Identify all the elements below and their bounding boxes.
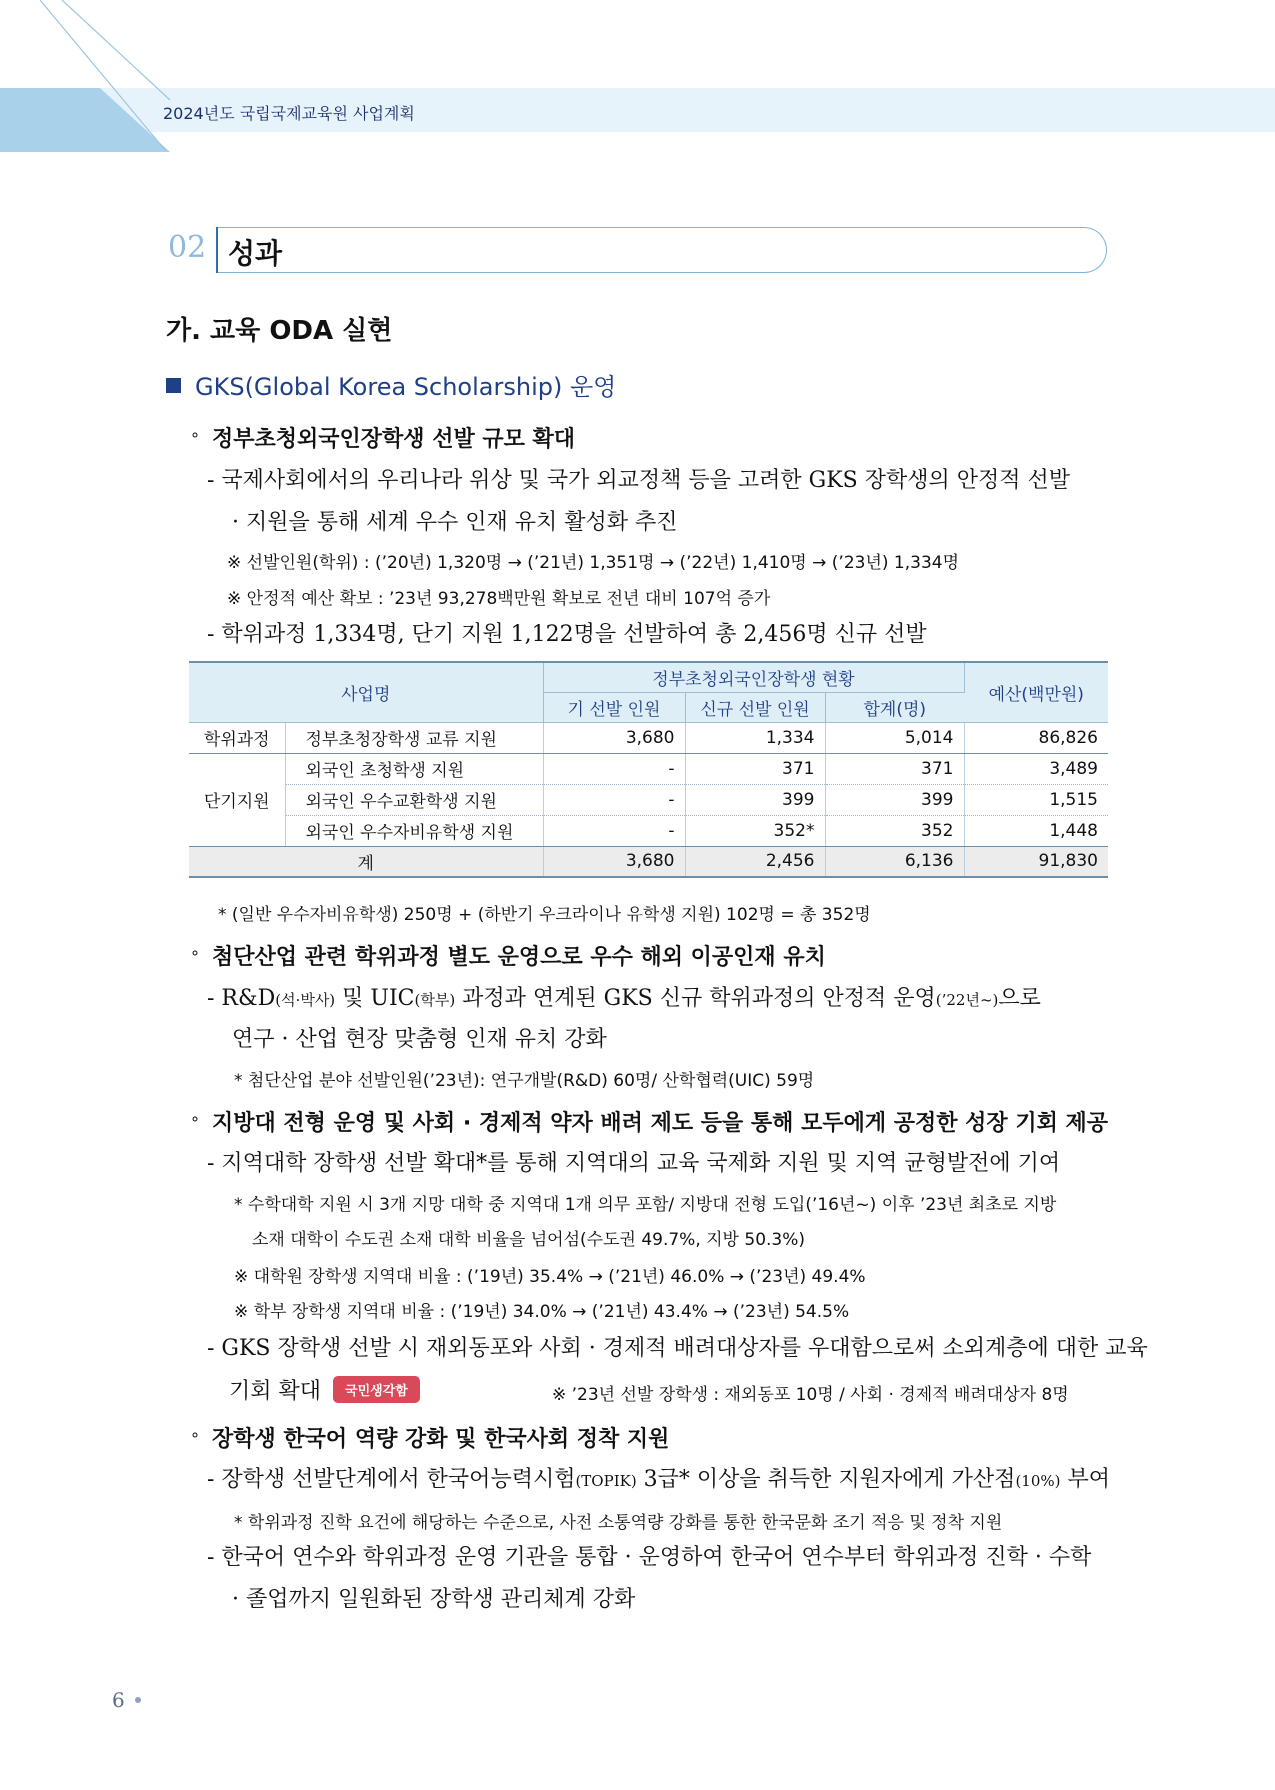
row-new: 1,334 [685,722,825,753]
block2-note1: * 첨단산업 분야 선발인원(’23년): 연구개발(R&D) 60명/ 산학협력(UIC) 59명 [234,1071,815,1091]
block2-title-text: 첨단산업 관련 학위과정 별도 운영으로 우수 해외 이공인재 유치 [212,945,826,970]
block2-dash1-c: 및 UIC [335,986,415,1011]
row-total: 371 [825,753,964,784]
block2-dash1-d: (학부) [414,991,456,1009]
table-row [189,753,1108,784]
group-degree: 학위과정 [189,722,285,753]
block3-dash2-line1: - GKS 장학생 선발 시 재외동포와 사회 · 경제적 배려대상자를 우대함으로써 소외계층에 대한 교육 [207,1336,1148,1361]
block2-dash1-b: (석·박사) [275,991,336,1009]
th-total: 합계(명) [825,692,964,722]
block3-note4: ※ ’23년 선발 장학생 : 재외동포 10명 / 사회 · 경제적 배려대상자 8명 [552,1385,1069,1405]
row-name: 외국인 우수교환학생 지원 [285,784,543,815]
row-budget: 3,489 [964,753,1108,784]
block2-title [190,940,826,971]
table-row [189,722,1108,753]
row-existing: - [543,784,685,815]
circle-bullet-icon: ∘ [190,943,201,962]
block1-title [190,422,575,453]
table-row [189,815,1108,846]
block3-note2: ※ 대학원 장학생 지역대 비율 : (’19년) 35.4% → (’21년) 46.0% → (’23년) 49.4% [234,1267,866,1287]
total-new: 2,456 [685,846,825,877]
heading-gks [166,367,616,402]
block1-dash1-line2: · 지원을 통해 세계 우수 인재 유치 활성화 추진 [232,510,678,535]
row-name: 외국인 우수자비유학생 지원 [285,815,543,846]
row-budget: 86,826 [964,722,1108,753]
table-row [189,784,1108,815]
row-budget: 1,448 [964,815,1108,846]
row-new: 371 [685,753,825,784]
block3-note3: ※ 학부 장학생 지역대 비율 : (’19년) 34.0% → (’21년) 43.4% → (’23년) 54.5% [234,1302,850,1322]
th-new: 신규 선발 인원 [685,692,825,722]
row-total: 399 [825,784,964,815]
row-existing: - [543,753,685,784]
block4-title-text: 장학생 한국어 역량 강화 및 한국사회 정착 지원 [212,1427,670,1452]
block1-note2: ※ 안정적 예산 확보 : ’23년 93,278백만원 확보로 전년 대비 107억 증가 [227,589,771,609]
row-new: 399 [685,784,825,815]
total-label: 계 [189,846,543,877]
th-budget: 예산(백만원) [964,662,1108,722]
block1-title-text: 정부초청외국인장학생 선발 규모 확대 [212,427,576,452]
block4-note1: * 학위과정 진학 요건에 해당하는 수준으로, 사전 소통역량 강화를 통한 한국문화 조기 적응 및 정착 지원 [234,1513,1003,1533]
block3-note1-line1: * 수학대학 지원 시 3개 지망 대학 중 지역대 1개 의무 포함/ 지방대 전형 도입(’16년~) 이후 ’23년 최초로 지방 [234,1195,1057,1215]
circle-bullet-icon: ∘ [190,425,201,444]
th-existing: 기 선발 인원 [543,692,685,722]
table-total-row [189,846,1108,877]
heading-ga: 가. 교육 ODA 실현 [166,316,393,346]
total-total: 6,136 [825,846,964,877]
row-budget: 1,515 [964,784,1108,815]
block4-dash2-line2: · 졸업까지 일원화된 장학생 관리체계 강화 [232,1587,636,1612]
public-idea-badge: 국민생각함 [333,1376,420,1403]
row-name: 정부초청장학생 교류 지원 [285,722,543,753]
page-dot-icon [135,1697,141,1703]
section-title-box [216,227,1107,273]
row-name: 외국인 초청학생 지원 [285,753,543,784]
block2-dash1-e: 과정과 연계된 GKS 신규 학위과정의 안정적 운영 [455,986,936,1011]
block3-dash2-line2-text: 기회 확대 [229,1379,322,1404]
scholarship-table [189,661,1108,878]
th-project: 사업명 [189,662,543,722]
total-existing: 3,680 [543,846,685,877]
block4-dash2-line1: - 한국어 연수와 학위과정 운영 기관을 통합 · 운영하여 한국어 연수부터 학위과정 진학 · 수학 [207,1545,1092,1570]
block2-dash1-f: (’22년~) [935,991,999,1009]
block4-dash1-b: (TOPIK) [575,1472,637,1490]
block4-dash1-c: 3급* 이상을 취득한 지원자에게 가산점 [636,1467,1016,1492]
header-decoration [0,0,200,160]
group-short: 단기지원 [189,753,285,846]
circle-bullet-icon: ∘ [190,1425,201,1444]
table-footnote: * (일반 우수자비유학생) 250명 + (하반기 우크라이나 유학생 지원) 102명 = 총 352명 [218,905,871,925]
block4-dash1 [207,1462,1110,1493]
heading-gks-text: GKS(Global Korea Scholarship) 운영 [195,373,617,401]
block4-title [190,1422,669,1453]
square-bullet-icon [166,378,181,393]
total-budget: 91,830 [964,846,1108,877]
block4-dash1-e: 부여 [1060,1467,1110,1492]
block1-note1: ※ 선발인원(학위) : (’20년) 1,320명 → (’21년) 1,351명 → (’22년) 1,410명 → (’23년) 1,334명 [227,553,959,573]
section-title: 성과 [228,237,283,270]
header-title: 2024년도 국립국제교육원 사업계획 [163,104,415,123]
block3-note1-line2: 소재 대학이 수도권 소재 대학 비율을 넘어섬(수도권 49.7%, 지방 50.3%) [252,1230,806,1250]
row-existing: - [543,815,685,846]
block3-title [190,1106,1108,1137]
block3-dash2-line2 [229,1374,420,1405]
th-status: 정부초청외국인장학생 현황 [543,662,964,692]
row-total: 5,014 [825,722,964,753]
block2-dash1-a: - R&D [207,986,276,1011]
section-number: 02 [168,230,207,265]
block3-title-text: 지방대 전형 운영 및 사회 · 경제적 약자 배려 제도 등을 통해 모두에게 공정한 성장 기회 제공 [212,1111,1108,1136]
page-number: 6 [112,1688,125,1712]
block1-dash2: - 학위과정 1,334명, 단기 지원 1,122명을 선발하여 총 2,456명 신규 선발 [207,622,927,647]
row-existing: 3,680 [543,722,685,753]
circle-bullet-icon: ∘ [190,1109,201,1128]
row-total: 352 [825,815,964,846]
block1-dash1-line1: - 국제사회에서의 우리나라 위상 및 국가 외교정책 등을 고려한 GKS 장학생의 안정적 선발 [207,468,1071,493]
block2-dash1-g: 으로 [998,986,1041,1011]
block2-dash1-line2: 연구 · 산업 현장 맞춤형 인재 유치 강화 [232,1027,607,1052]
block3-dash1: - 지역대학 장학생 선발 확대*를 통해 지역대의 교육 국제화 지원 및 지역 균형발전에 기여 [207,1151,1061,1176]
block4-dash1-a: - 장학생 선발단계에서 한국어능력시험 [207,1467,576,1492]
block2-dash1 [207,981,1041,1012]
block4-dash1-d: (10%) [1015,1472,1061,1490]
row-new: 352* [685,815,825,846]
